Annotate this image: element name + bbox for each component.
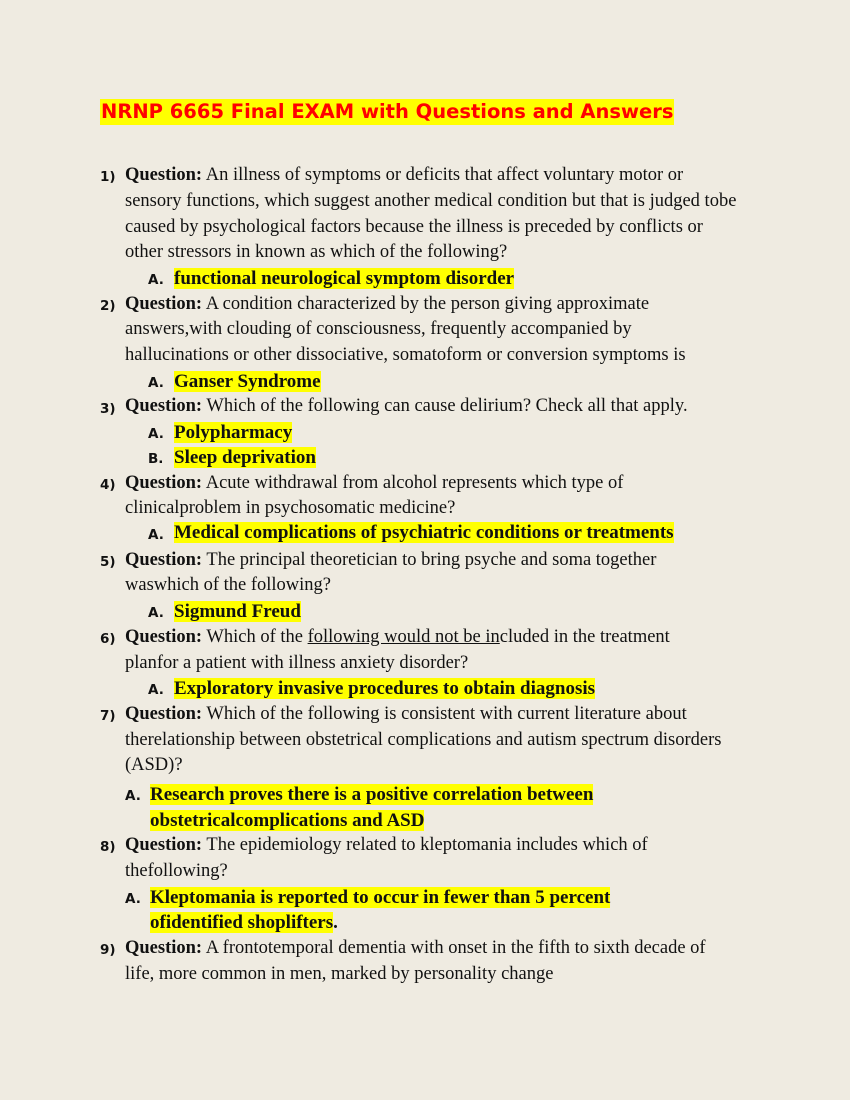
answer-option: A. Sigmund Freud bbox=[148, 601, 301, 623]
answer-option: A. functional neurological symptom disorder bbox=[148, 268, 515, 290]
question-item bbox=[0, 163, 850, 292]
question-number: 5) bbox=[100, 553, 116, 570]
question-list bbox=[0, 163, 850, 987]
answer-option: A. Ganser Syndrome bbox=[148, 371, 321, 393]
question-item bbox=[0, 625, 850, 702]
question-text: Question: Which of the following can cause delirium? Check all that apply. bbox=[125, 395, 688, 416]
question-number: 3) bbox=[100, 400, 116, 417]
answer-text: Ganser Syndrome bbox=[174, 371, 321, 393]
answer-text: Polypharmacy bbox=[174, 421, 293, 443]
answer-text: functional neurological symptom disorder bbox=[174, 268, 515, 290]
question-text: Question: Which of the following is consistent with current literature about therelationship between obstetrical complications and autism spectrum disorders (ASD)? bbox=[125, 703, 722, 776]
answer-option: A. Research proves there is a positive correlation between obstetricalcomplications and ASD bbox=[125, 784, 594, 831]
answer-option: A. Kleptomania is reported to occur in fewer than 5 percent ofidentified shoplifters. bbox=[125, 886, 611, 934]
question-text: Question: The epidemiology related to kleptomania includes which of thefollowing? bbox=[125, 835, 648, 882]
question-text: Question: Acute withdrawal from alcohol represents which type of clinicalproblem in psychosomatic medicine? bbox=[125, 472, 624, 519]
answer-option: A. Polypharmacy bbox=[148, 421, 293, 443]
answer-text: Sleep deprivation bbox=[174, 447, 316, 469]
answer-text: Exploratory invasive procedures to obtain diagnosis bbox=[174, 678, 596, 700]
question-item bbox=[0, 936, 850, 988]
question-number: 2) bbox=[100, 297, 116, 314]
question-item bbox=[0, 395, 850, 471]
question-number: 7) bbox=[100, 707, 116, 724]
question-text: Question: An illness of symptoms or deficits that affect voluntary motor or sensory functions, which suggest another medical condition but that is judged tobe caused by psychological factors because the illness is preceded by conflicts or other stressors in known as which of the following? bbox=[125, 165, 737, 263]
answer-text: Medical complications of psychiatric conditions or treatments bbox=[174, 522, 674, 544]
question-text: Question: The principal theoretician to bring psyche and soma together waswhich of the following? bbox=[125, 549, 657, 596]
question-text: Question: Which of the following would not be included in the treatment planfor a patient with illness anxiety disorder? bbox=[125, 626, 670, 673]
question-text: Question: A frontotemporal dementia with onset in the fifth to sixth decade of life, more common in men, marked by personality change bbox=[125, 937, 706, 984]
question-item bbox=[0, 471, 850, 548]
question-item bbox=[0, 833, 850, 936]
answer-option: A. Exploratory invasive procedures to obtain diagnosis bbox=[148, 678, 596, 700]
question-number: 8) bbox=[100, 839, 116, 856]
question-number: 6) bbox=[100, 630, 116, 647]
question-text: Question: A condition characterized by the person giving approximate answers,with clouding of consciousness, frequently accompanied by hallucinations or other dissociative, somatoform or conversion symptoms is bbox=[125, 293, 686, 366]
question-item bbox=[0, 702, 850, 833]
question-item bbox=[0, 292, 850, 395]
question-number: 9) bbox=[100, 941, 116, 958]
question-item bbox=[0, 548, 850, 625]
question-number: 1) bbox=[100, 169, 116, 185]
answer-text: Kleptomania is reported to occur in fewer than 5 percent ofidentified shoplifters bbox=[150, 886, 611, 934]
answer-option: A. Medical complications of psychiatric conditions or treatments bbox=[148, 522, 674, 544]
answer-text: Research proves there is a positive correlation between obstetricalcomplications and ASD bbox=[150, 784, 594, 831]
question-number: 4) bbox=[100, 476, 116, 493]
page-title: NRNP 6665 Final EXAM with Questions and Answers bbox=[101, 100, 674, 123]
answer-option: B. Sleep deprivation bbox=[148, 447, 316, 469]
answer-text: Sigmund Freud bbox=[174, 601, 301, 623]
